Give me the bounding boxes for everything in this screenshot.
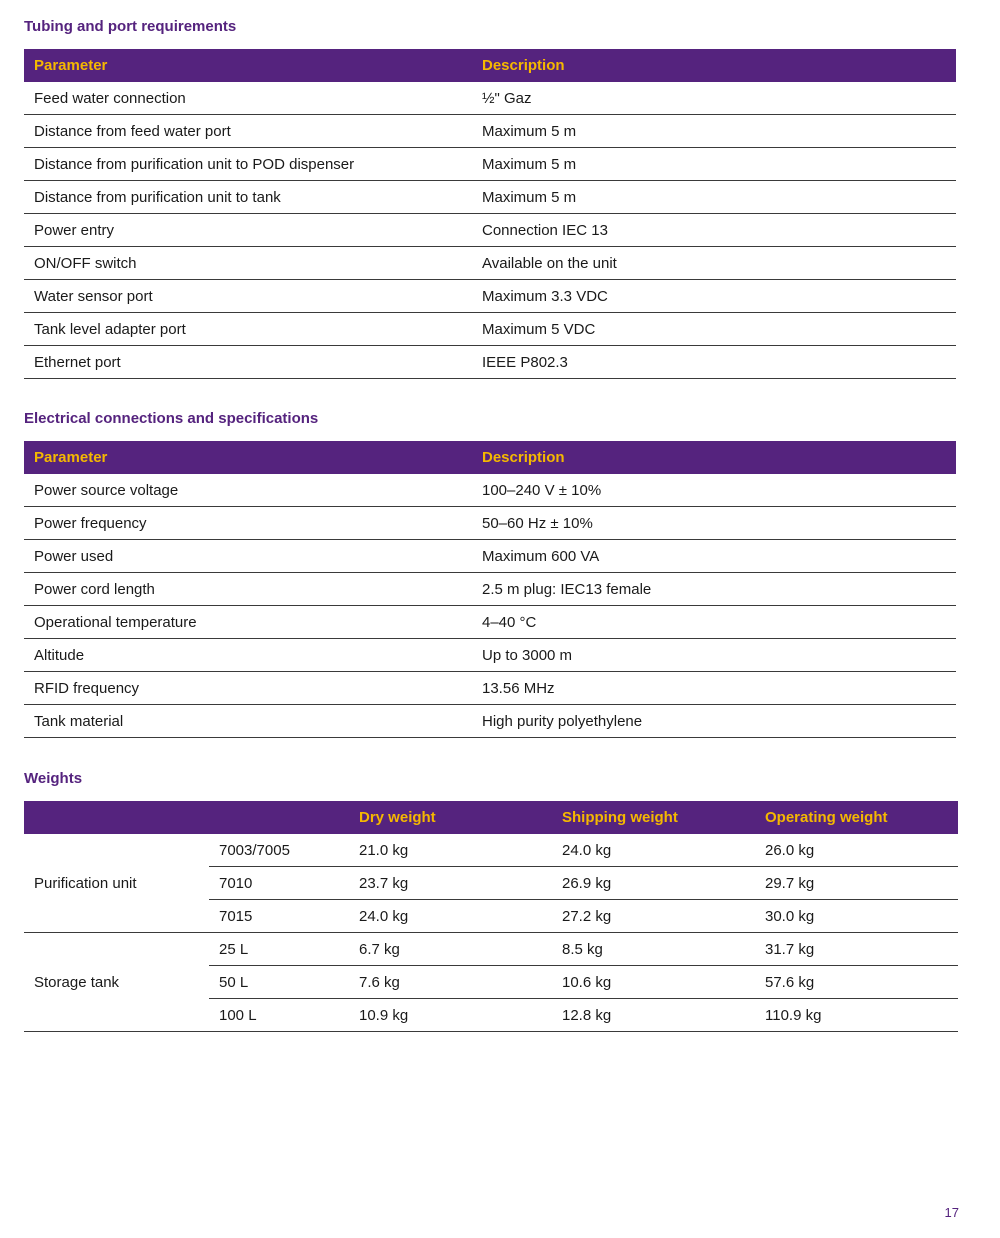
shipping-weight-cell: 26.9 kg [552, 867, 755, 900]
dry-weight-cell: 24.0 kg [349, 900, 552, 933]
table-row [24, 933, 958, 966]
parameter-cell: ON/OFF switch [24, 247, 472, 280]
description-cell: High purity polyethylene [472, 705, 956, 738]
column-header: Description [472, 441, 956, 474]
column-header: Dry weight [349, 801, 552, 834]
model-cell: 25 L [209, 933, 349, 966]
operating-weight-cell: 29.7 kg [755, 867, 958, 900]
shipping-weight-cell: 27.2 kg [552, 900, 755, 933]
description-cell: Connection IEC 13 [472, 214, 956, 247]
description-cell: 2.5 m plug: IEC13 female [472, 573, 956, 606]
shipping-weight-cell: 24.0 kg [552, 834, 755, 867]
group-label-cell: Storage tank [24, 933, 209, 1032]
description-cell: Maximum 3.3 VDC [472, 280, 956, 313]
table-row [24, 474, 956, 507]
parameter-cell: Power frequency [24, 507, 472, 540]
parameter-cell: Feed water connection [24, 82, 472, 115]
operating-weight-cell: 30.0 kg [755, 900, 958, 933]
description-cell: Maximum 600 VA [472, 540, 956, 573]
column-header [209, 801, 349, 834]
parameter-cell: Water sensor port [24, 280, 472, 313]
dry-weight-cell: 23.7 kg [349, 867, 552, 900]
parameter-cell: Distance from purification unit to POD dispenser [24, 148, 472, 181]
parameter-cell: Ethernet port [24, 346, 472, 379]
description-cell: 4–40 °C [472, 606, 956, 639]
parameter-cell: Distance from feed water port [24, 115, 472, 148]
shipping-weight-cell: 8.5 kg [552, 933, 755, 966]
group-label-cell: Purification unit [24, 834, 209, 933]
table-row [24, 280, 956, 313]
description-cell: 13.56 MHz [472, 672, 956, 705]
column-header: Shipping weight [552, 801, 755, 834]
table-row [24, 573, 956, 606]
model-cell: 7010 [209, 867, 349, 900]
operating-weight-cell: 26.0 kg [755, 834, 958, 867]
table-row [24, 82, 956, 115]
page-number: 17 [944, 1205, 959, 1220]
description-cell: IEEE P802.3 [472, 346, 956, 379]
tubing-table-body [24, 82, 956, 379]
parameter-cell: Altitude [24, 639, 472, 672]
dry-weight-cell: 21.0 kg [349, 834, 552, 867]
description-cell: Maximum 5 m [472, 181, 956, 214]
table-row [24, 115, 956, 148]
description-cell: Up to 3000 m [472, 639, 956, 672]
column-header [24, 801, 209, 834]
weights-section-title: Weights [24, 770, 83, 787]
description-cell: Maximum 5 m [472, 115, 956, 148]
table-header-row [24, 441, 956, 474]
electrical-section-title: Electrical connections and specifications [24, 410, 319, 427]
tubing-table [24, 49, 956, 379]
column-header: Parameter [24, 441, 472, 474]
model-cell: 7003/7005 [209, 834, 349, 867]
table-row [24, 247, 956, 280]
parameter-cell: RFID frequency [24, 672, 472, 705]
table-header-row [24, 49, 956, 82]
operating-weight-cell: 57.6 kg [755, 966, 958, 999]
column-header: Operating weight [755, 801, 958, 834]
dry-weight-cell: 7.6 kg [349, 966, 552, 999]
parameter-cell: Power entry [24, 214, 472, 247]
dry-weight-cell: 10.9 kg [349, 999, 552, 1032]
table-row [24, 148, 956, 181]
column-header: Parameter [24, 49, 472, 82]
table-header-row [24, 801, 958, 834]
table-row [24, 672, 956, 705]
tubing-section-title: Tubing and port requirements [24, 18, 237, 35]
parameter-cell: Power used [24, 540, 472, 573]
dry-weight-cell: 6.7 kg [349, 933, 552, 966]
electrical-table [24, 441, 956, 738]
table-row [24, 606, 956, 639]
column-header: Description [472, 49, 956, 82]
table-row [24, 540, 956, 573]
parameter-cell: Operational temperature [24, 606, 472, 639]
table-row [24, 214, 956, 247]
description-cell: Maximum 5 VDC [472, 313, 956, 346]
description-cell: Available on the unit [472, 247, 956, 280]
parameter-cell: Power source voltage [24, 474, 472, 507]
table-row [24, 507, 956, 540]
weights-table [24, 801, 958, 1032]
description-cell: Maximum 5 m [472, 148, 956, 181]
description-cell: 50–60 Hz ± 10% [472, 507, 956, 540]
shipping-weight-cell: 10.6 kg [552, 966, 755, 999]
description-cell: 100–240 V ± 10% [472, 474, 956, 507]
parameter-cell: Tank level adapter port [24, 313, 472, 346]
parameter-cell: Power cord length [24, 573, 472, 606]
table-row [24, 346, 956, 379]
parameter-cell: Distance from purification unit to tank [24, 181, 472, 214]
table-row [24, 639, 956, 672]
operating-weight-cell: 31.7 kg [755, 933, 958, 966]
shipping-weight-cell: 12.8 kg [552, 999, 755, 1032]
description-cell: ½" Gaz [472, 82, 956, 115]
model-cell: 100 L [209, 999, 349, 1032]
table-row [24, 313, 956, 346]
table-row [24, 705, 956, 738]
model-cell: 7015 [209, 900, 349, 933]
model-cell: 50 L [209, 966, 349, 999]
parameter-cell: Tank material [24, 705, 472, 738]
table-row [24, 181, 956, 214]
operating-weight-cell: 110.9 kg [755, 999, 958, 1032]
weights-table-body [24, 834, 958, 1032]
table-row [24, 834, 958, 867]
electrical-table-body [24, 474, 956, 738]
